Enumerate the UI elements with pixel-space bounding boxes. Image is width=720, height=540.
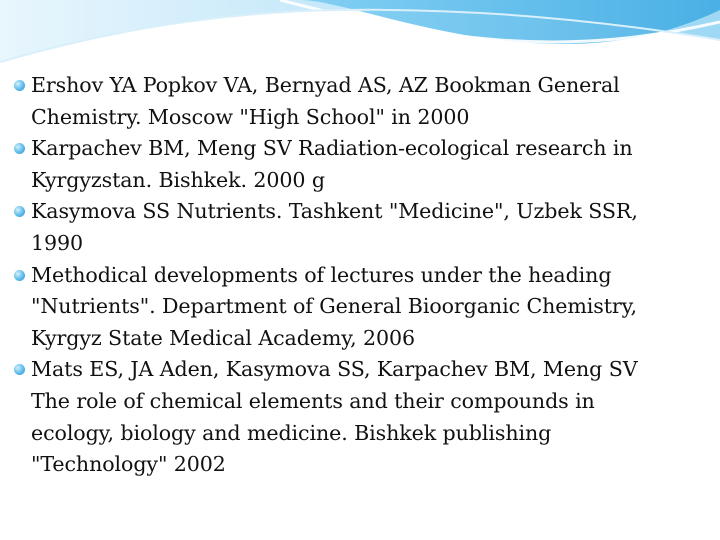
reference-line: Kyrgyz State Medical Academy, 2006 — [31, 325, 415, 350]
reference-line: Methodical developments of lectures under the heading — [31, 262, 612, 287]
reference-line: Chemistry. Moscow "High School" in 2000 — [31, 104, 470, 129]
reference-line: Mats ES, JA Aden, Kasymova SS, Karpachev BM, Meng SV — [31, 357, 638, 382]
reference-line: The role of chemical elements and their compounds in — [31, 388, 595, 413]
bullet-dot-icon — [14, 80, 25, 91]
reference-line: Karpachev BM, Meng SV Radiation-ecological research in — [31, 136, 633, 161]
reference-line: Kasymova SS Nutrients. Tashkent "Medicine", Uzbek SSR, — [31, 199, 638, 224]
reference-item — [14, 133, 704, 196]
reference-item — [14, 260, 704, 355]
reference-line: ecology, biology and medicine. Bishkek publishing — [31, 420, 552, 445]
bullet-dot-icon — [14, 270, 25, 281]
reference-line: "Technology" 2002 — [31, 452, 226, 477]
bullet-dot-icon — [14, 143, 25, 154]
reference-line: 1990 — [31, 230, 84, 255]
reference-list — [14, 70, 704, 481]
reference-item — [14, 196, 704, 259]
reference-line: Ershov YA Popkov VA, Bernyad AS, AZ Bookman General — [31, 73, 620, 97]
bullet-dot-icon — [14, 206, 25, 217]
reference-line: Kyrgyzstan. Bishkek. 2000 g — [31, 167, 325, 192]
reference-line: "Nutrients". Department of General Bioorganic Chemistry, — [31, 294, 637, 319]
reference-item — [14, 354, 704, 480]
reference-item — [14, 70, 704, 133]
header-decoration — [0, 0, 720, 80]
bullet-dot-icon — [14, 364, 25, 375]
